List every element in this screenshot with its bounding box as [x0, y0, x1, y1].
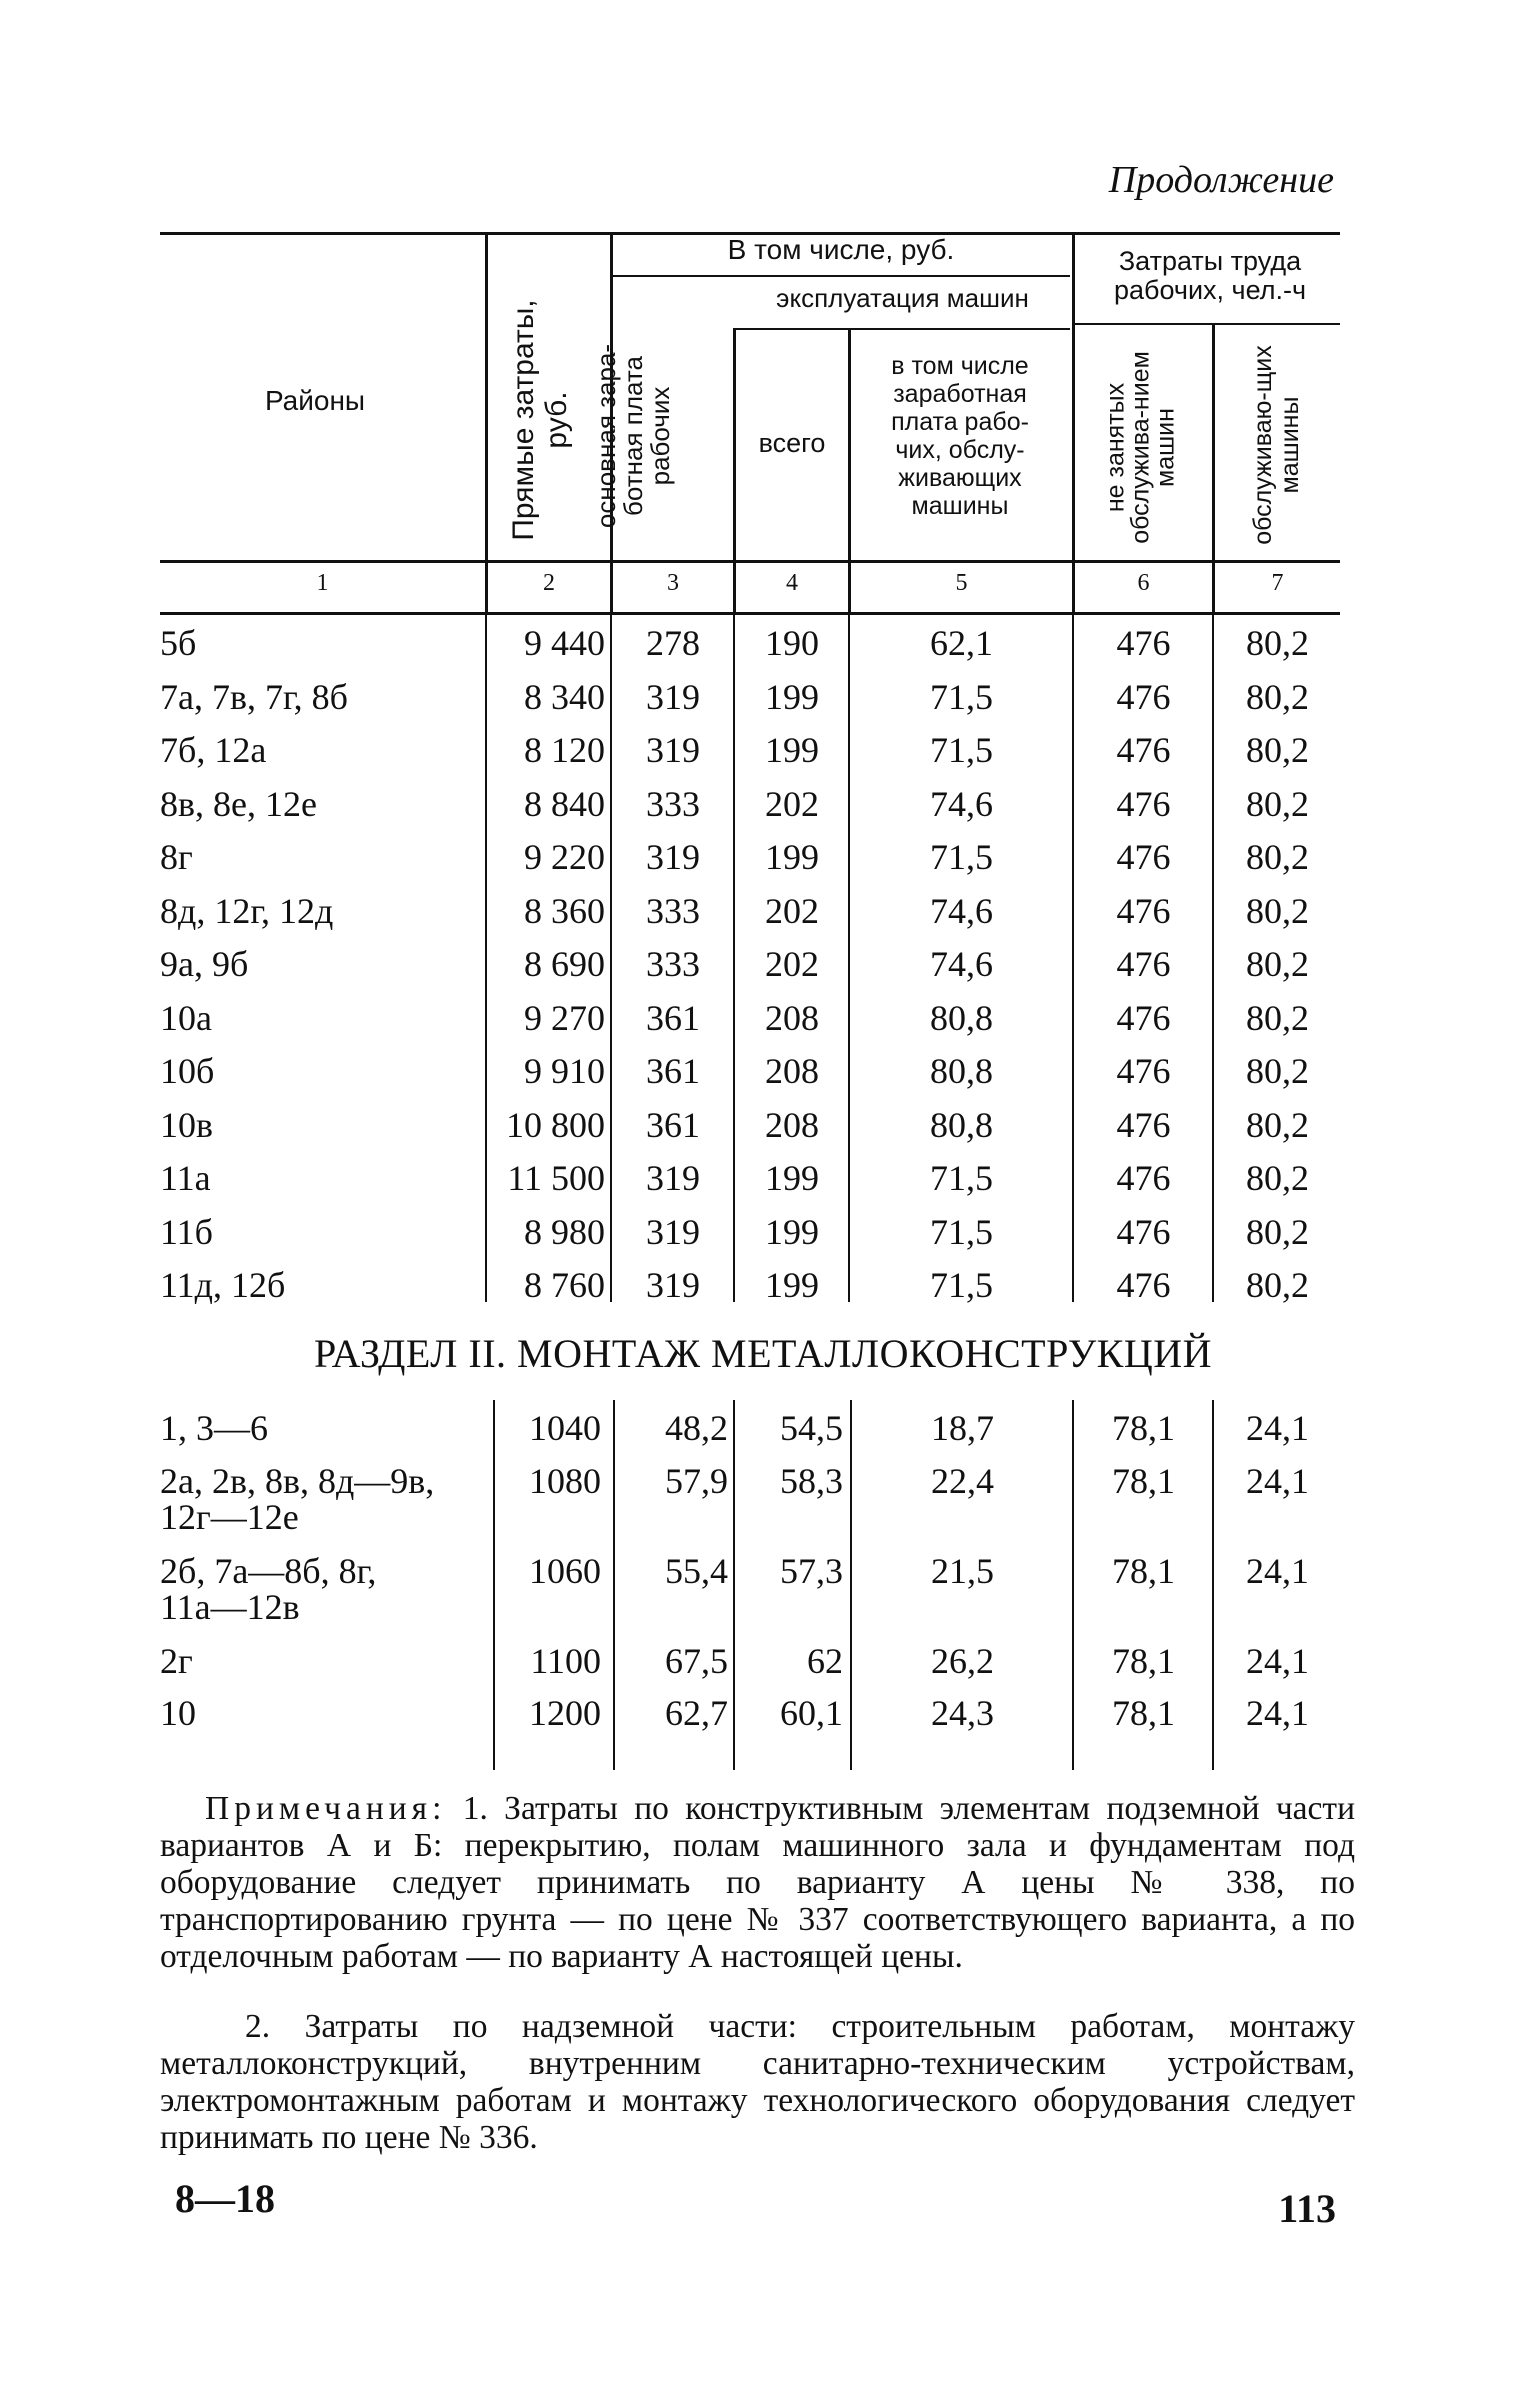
header-including-wage: в том числе заработная плата рабо-чих, обслу-живающих машины — [891, 352, 1029, 520]
value-cell: 80,8 — [930, 1051, 993, 1091]
value-cell: 319 — [646, 676, 700, 717]
section-title: РАЗДЕЛ II. МОНТАЖ МЕТАЛЛОКОНСТРУКЦИЙ — [313, 1331, 1213, 1376]
region-line-1: 2г — [160, 1641, 193, 1681]
value-cell: 9 910 — [524, 1051, 605, 1091]
value-cell: 476 — [1116, 890, 1171, 931]
value-cell: 80,2 — [1246, 730, 1309, 770]
colnum-6: 6 — [1137, 570, 1150, 596]
region-cell: 8г — [160, 837, 193, 877]
note-2 — [160, 2008, 1355, 2156]
value-cell: 10 800 — [506, 1104, 605, 1145]
value-cell: 8 760 — [524, 1265, 605, 1305]
region-cell: 7а, 7в, 7г, 8б — [160, 676, 348, 717]
value-cell: 62,7 — [665, 1693, 728, 1733]
value-cell: 333 — [646, 783, 700, 824]
value-cell: 80,2 — [1246, 1211, 1309, 1252]
header-basic-wage — [593, 321, 701, 551]
value-cell: 80,2 — [1246, 1051, 1309, 1091]
region-cell — [160, 1643, 480, 1679]
value-cell: 74,6 — [930, 890, 993, 931]
header-labor-group: Затраты труда рабочих, чел.-ч — [1113, 246, 1307, 305]
value-cell: 476 — [1116, 730, 1171, 770]
note-1-text: 1. Затраты по конструктивным элементам подземной части вариантов А и Б: перекрытию, полам машинного зала и фундаментам под оборудование следует принимать по варианту А цены № 338, по транспортированию грунта — по цене № 337 соответствующего варианта, а по отделочным работам — по варианту А настоящей цены. — [160, 1790, 1355, 1975]
value-cell: 60,1 — [780, 1693, 843, 1733]
value-cell: 190 — [765, 623, 819, 663]
value-cell: 8 980 — [524, 1211, 605, 1252]
value-cell: 208 — [765, 997, 819, 1038]
value-cell: 202 — [765, 890, 819, 931]
value-cell: 67,5 — [665, 1641, 728, 1681]
table-row — [0, 1553, 1526, 1643]
region-cell: 8в, 8е, 12е — [160, 783, 317, 824]
region-line-1: 10 — [160, 1693, 196, 1733]
value-cell: 1040 — [529, 1408, 601, 1448]
table-row — [0, 1157, 1526, 1211]
table-row — [0, 676, 1526, 730]
value-cell: 476 — [1116, 837, 1171, 877]
value-cell: 24,1 — [1246, 1461, 1309, 1501]
value-cell: 71,5 — [930, 676, 993, 717]
header-sub-rule-1 — [612, 275, 1070, 277]
value-cell: 80,8 — [930, 1104, 993, 1145]
value-cell: 55,4 — [665, 1551, 728, 1591]
value-cell: 8 120 — [524, 730, 605, 770]
value-cell: 54,5 — [780, 1408, 843, 1448]
value-cell: 476 — [1116, 783, 1171, 824]
value-cell: 8 840 — [524, 783, 605, 824]
value-cell: 80,2 — [1246, 676, 1309, 717]
region-line-1: 2а, 2в, 8в, 8д—9в, — [160, 1461, 435, 1501]
value-cell: 361 — [646, 1051, 700, 1091]
region-cell — [160, 1410, 480, 1446]
region-cell — [160, 1553, 480, 1625]
header-machine-operation: эксплуатация машин — [776, 283, 1029, 313]
value-cell: 476 — [1116, 676, 1171, 717]
note-1 — [160, 1790, 1355, 1975]
value-cell: 48,2 — [665, 1408, 728, 1448]
value-cell: 22,4 — [931, 1461, 994, 1501]
note-2-text: 2. Затраты по надземной части: строительным работам, монтажу металлоконструкций, внутренним санитарно-техническим устройствам, электромонтажным работам и монтажу технологического оборудования следует принимать по цене № 336. — [160, 2008, 1355, 2156]
colnum-1: 1 — [316, 570, 329, 596]
region-cell: 8д, 12г, 12д — [160, 890, 334, 931]
value-cell: 80,2 — [1246, 837, 1309, 877]
value-cell: 24,3 — [931, 1693, 994, 1733]
value-cell: 476 — [1116, 623, 1171, 663]
value-cell: 71,5 — [930, 837, 993, 877]
value-cell: 319 — [646, 1158, 700, 1198]
value-cell: 80,2 — [1246, 890, 1309, 931]
region-cell: 10б — [160, 1051, 215, 1091]
region-cell: 11а — [160, 1158, 211, 1198]
value-cell: 319 — [646, 1211, 700, 1252]
colnum-2: 2 — [543, 570, 555, 596]
value-cell: 476 — [1116, 997, 1171, 1038]
value-cell: 71,5 — [930, 1265, 993, 1305]
value-cell: 71,5 — [930, 1158, 993, 1198]
value-cell: 202 — [765, 783, 819, 824]
continuation-label: Продолжение — [1108, 159, 1334, 201]
value-cell: 24,1 — [1246, 1408, 1309, 1448]
value-cell: 80,2 — [1246, 997, 1309, 1038]
value-cell: 80,2 — [1246, 623, 1309, 663]
value-cell: 62,1 — [930, 623, 993, 663]
value-cell: 80,2 — [1246, 1158, 1309, 1198]
table-row — [0, 1050, 1526, 1104]
page-number: 113 — [1278, 2186, 1336, 2231]
region-line-2: 12г—12е — [160, 1497, 299, 1537]
value-cell: 24,1 — [1246, 1641, 1309, 1681]
value-cell: 199 — [765, 676, 819, 717]
table-row — [0, 836, 1526, 890]
value-cell: 26,2 — [931, 1641, 994, 1681]
header-vline-1 — [485, 232, 488, 612]
header-vline-5 — [1072, 232, 1075, 612]
header-sub-rule-3 — [1075, 323, 1340, 325]
colnum-4: 4 — [786, 570, 798, 596]
header-not-busy — [1101, 343, 1180, 553]
header-regions: Районы — [264, 385, 366, 416]
value-cell: 21,5 — [931, 1551, 994, 1591]
value-cell: 9 270 — [524, 997, 605, 1038]
table-row — [0, 1695, 1526, 1785]
value-cell: 80,2 — [1246, 1104, 1309, 1145]
value-cell: 8 360 — [524, 890, 605, 931]
colnum-7: 7 — [1271, 570, 1284, 596]
header-vline-6 — [1212, 323, 1215, 612]
value-cell: 319 — [646, 837, 700, 877]
value-cell: 78,1 — [1112, 1408, 1175, 1448]
value-cell: 62 — [807, 1641, 843, 1681]
region-line-1: 2б, 7а—8б, 8г, — [160, 1551, 377, 1591]
region-cell: 11д, 12б — [160, 1265, 286, 1305]
header-direct-costs-text: Прямые затраты, руб. — [507, 299, 573, 541]
colnum-5: 5 — [955, 570, 968, 596]
region-line-1: 1, 3—6 — [160, 1408, 268, 1448]
region-cell: 11б — [160, 1211, 213, 1252]
value-cell: 80,2 — [1246, 1265, 1309, 1305]
value-cell: 80,2 — [1246, 944, 1309, 984]
region-cell: 5б — [160, 623, 197, 663]
header-servicing — [1250, 340, 1310, 550]
value-cell: 1200 — [529, 1693, 601, 1733]
region-cell — [160, 1695, 480, 1731]
value-cell: 18,7 — [931, 1408, 994, 1448]
value-cell: 71,5 — [930, 1211, 993, 1252]
value-cell: 74,6 — [930, 783, 993, 824]
value-cell: 24,1 — [1246, 1693, 1309, 1733]
value-cell: 333 — [646, 944, 700, 984]
header-total: всего — [758, 428, 826, 458]
header-sub-rule-2 — [735, 328, 1070, 330]
value-cell: 361 — [646, 1104, 700, 1145]
value-cell: 78,1 — [1112, 1551, 1175, 1591]
value-cell: 1080 — [529, 1461, 601, 1501]
value-cell: 199 — [765, 1158, 819, 1198]
value-cell: 80,2 — [1246, 783, 1309, 824]
header-including-group: В том числе, руб. — [727, 234, 955, 265]
table-row — [0, 997, 1526, 1051]
value-cell: 333 — [646, 890, 700, 931]
table-row — [0, 1211, 1526, 1265]
value-cell: 57,3 — [780, 1551, 843, 1591]
region-cell: 10в — [160, 1104, 213, 1145]
table-row — [0, 1463, 1526, 1553]
value-cell: 208 — [765, 1104, 819, 1145]
value-cell: 78,1 — [1112, 1461, 1175, 1501]
value-cell: 476 — [1116, 1051, 1171, 1091]
table-row — [0, 622, 1526, 676]
header-direct-costs — [507, 280, 597, 560]
region-cell: 9а, 9б — [160, 944, 249, 984]
value-cell: 9 220 — [524, 837, 605, 877]
value-cell: 8 690 — [524, 944, 605, 984]
region-line-2: 11а—12в — [160, 1587, 300, 1627]
header-servicing-text: обслуживаю-щих машины — [1249, 345, 1304, 545]
value-cell: 11 500 — [507, 1158, 605, 1198]
table-row — [0, 783, 1526, 837]
value-cell: 476 — [1116, 1158, 1171, 1198]
value-cell: 58,3 — [780, 1461, 843, 1501]
value-cell: 57,9 — [665, 1461, 728, 1501]
value-cell: 199 — [765, 1211, 819, 1252]
colnum-3: 3 — [667, 570, 679, 596]
value-cell: 476 — [1116, 944, 1171, 984]
value-cell: 476 — [1116, 1104, 1171, 1145]
table-row — [0, 1264, 1526, 1318]
region-cell — [160, 1463, 480, 1535]
value-cell: 78,1 — [1112, 1693, 1175, 1733]
value-cell: 199 — [765, 1265, 819, 1305]
value-cell: 8 340 — [524, 676, 605, 717]
value-cell: 319 — [646, 1265, 700, 1305]
value-cell: 476 — [1116, 1211, 1171, 1252]
value-cell: 1100 — [530, 1641, 601, 1681]
value-cell: 208 — [765, 1051, 819, 1091]
value-cell: 80,8 — [930, 997, 993, 1038]
region-cell: 7б, 12а — [160, 730, 267, 770]
value-cell: 78,1 — [1112, 1641, 1175, 1681]
table-row — [0, 729, 1526, 783]
value-cell: 476 — [1116, 1265, 1171, 1305]
table-row — [0, 1104, 1526, 1158]
value-cell: 74,6 — [930, 944, 993, 984]
table-row — [0, 943, 1526, 997]
region-cell: 10а — [160, 997, 212, 1038]
value-cell: 24,1 — [1246, 1551, 1309, 1591]
value-cell: 199 — [765, 837, 819, 877]
table-row — [0, 890, 1526, 944]
value-cell: 278 — [646, 623, 700, 663]
colnum-bottom-rule — [160, 612, 1340, 615]
header-basic-wage-text: основная зара-ботная плата рабочих — [591, 343, 675, 529]
value-cell: 1060 — [529, 1551, 601, 1591]
value-cell: 361 — [646, 997, 700, 1038]
signature-mark: 8—18 — [175, 2176, 275, 2221]
header-not-busy-text: не занятых обслужива-нием машин — [1101, 351, 1180, 544]
value-cell: 9 440 — [524, 623, 605, 663]
notes-label: Примечания: — [205, 1790, 447, 1827]
header-bottom-rule — [160, 560, 1340, 563]
value-cell: 199 — [765, 730, 819, 770]
value-cell: 319 — [646, 730, 700, 770]
value-cell: 202 — [765, 944, 819, 984]
value-cell: 71,5 — [930, 730, 993, 770]
